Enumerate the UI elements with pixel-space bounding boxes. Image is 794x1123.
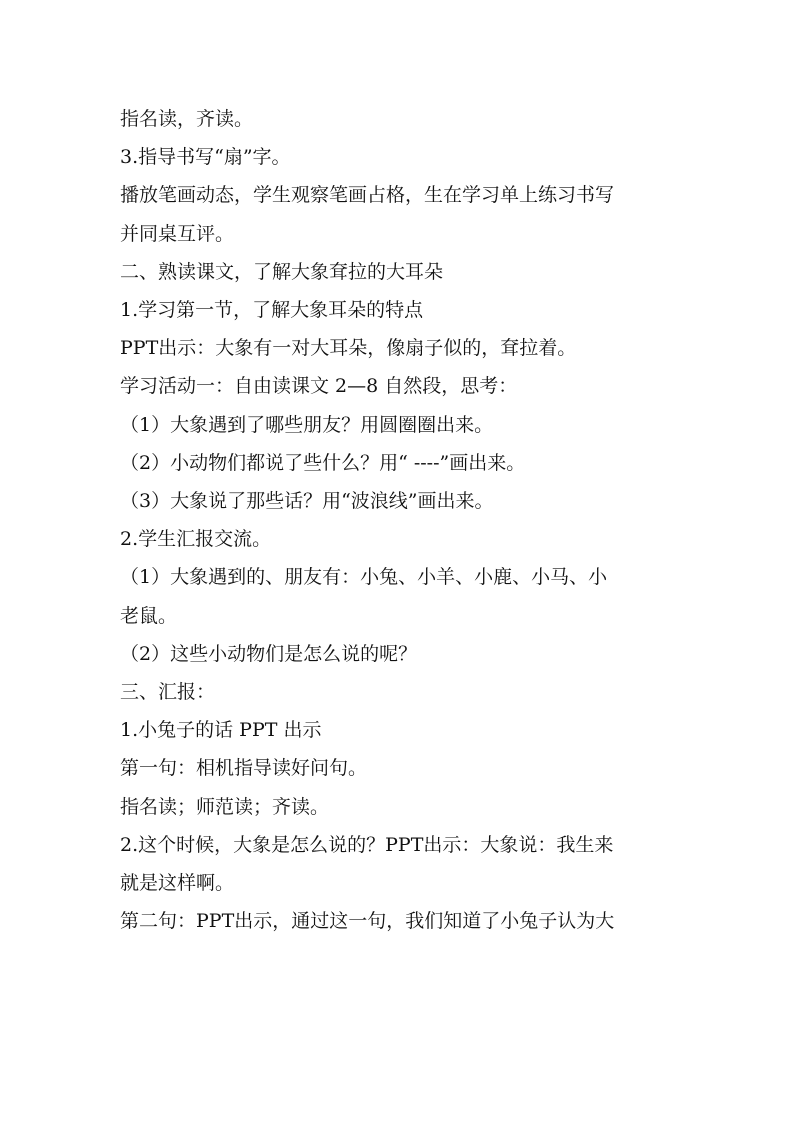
paragraph-line: 指名读；师范读；齐读。 xyxy=(120,795,330,818)
paragraph-line: 第二句：PPT出示，通过这一句，我们知道了小兔子认为大 xyxy=(120,910,615,933)
section-step-heading: 1.小兔子的话 PPT 出示 xyxy=(120,719,322,742)
section-step-heading: 1.学习第一节，了解大象耳朵的特点 xyxy=(120,299,424,322)
list-item: （2）这些小动物们是怎么说的呢？ xyxy=(120,642,418,665)
document-body xyxy=(120,100,680,940)
list-item: （3）大象说了那些话？用“波浪线”画出来。 xyxy=(120,490,494,513)
section-heading: 三、汇报： xyxy=(120,681,216,704)
paragraph-line: 第一句：相机指导读好问句。 xyxy=(120,757,368,780)
paragraph-line: 并同桌互评。 xyxy=(120,222,235,245)
paragraph-line: 老鼠。 xyxy=(120,604,178,627)
list-item: （1）大象遇到了哪些朋友？用圆圈圈出来。 xyxy=(120,413,494,436)
section-step-heading: 3.指导书写“扇”字。 xyxy=(120,146,291,169)
list-item: （2）小动物们都说了些什么？用“ ----”画出来。 xyxy=(120,451,526,474)
paragraph-line: 就是这样啊。 xyxy=(120,872,235,895)
list-item: （1）大象遇到的、朋友有：小兔、小羊、小鹿、小马、小 xyxy=(120,566,608,589)
section-heading: 二、熟读课文，了解大象耷拉的大耳朵 xyxy=(120,260,444,283)
section-step-heading: 2.学生汇报交流。 xyxy=(120,528,272,551)
paragraph-line: 指名读，齐读。 xyxy=(120,108,254,130)
paragraph-line: 播放笔画动态，学生观察笔画占格，生在学习单上练习书写 xyxy=(120,184,615,207)
section-step-heading: 2.这个时候，大象是怎么说的？PPT出示：大象说：我生来 xyxy=(120,833,614,856)
paragraph-line: PPT出示：大象有一对大耳朵，像扇子似的，耷拉着。 xyxy=(120,337,577,360)
paragraph-line: 学习活动一：自由读课文 2—8 自然段，思考： xyxy=(120,375,518,398)
